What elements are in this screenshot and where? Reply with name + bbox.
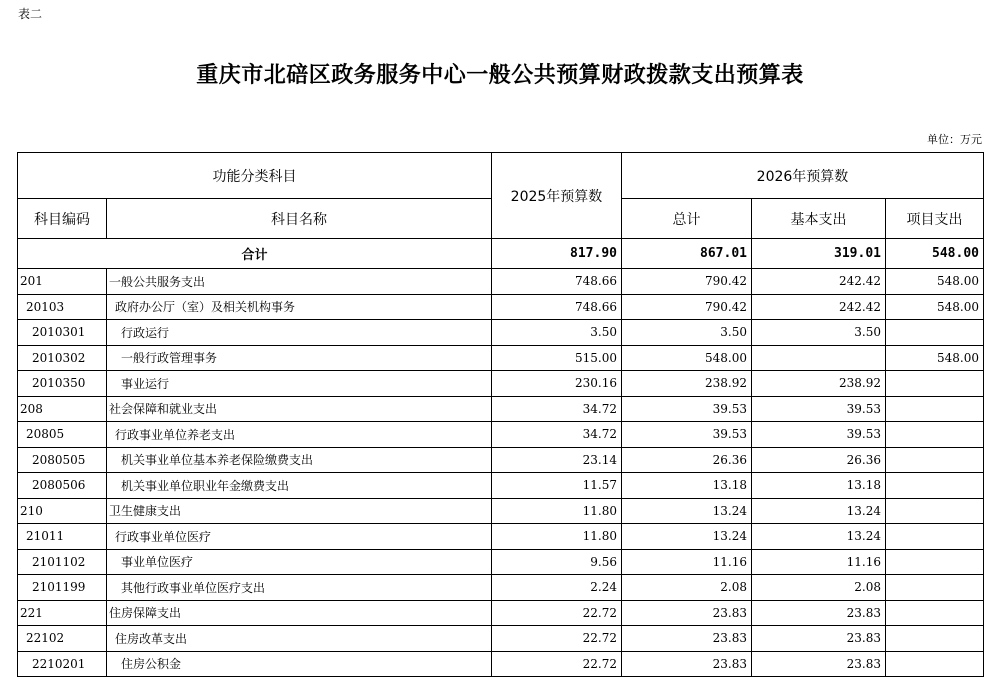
row-2026-total: 13.24 <box>622 498 752 524</box>
row-name: 行政事业单位养老支出 <box>107 422 492 448</box>
table-row <box>18 396 984 422</box>
row-2026-basic: 238.92 <box>752 371 886 397</box>
row-2026-total: 13.24 <box>622 524 752 550</box>
row-code: 20805 <box>18 422 107 448</box>
total-2026-project: 548.00 <box>886 239 984 269</box>
row-budget-2025: 2.24 <box>492 575 622 601</box>
row-2026-total: 23.83 <box>622 651 752 677</box>
header-name: 科目名称 <box>107 199 492 239</box>
row-code: 2010350 <box>18 371 107 397</box>
budget-table <box>17 152 984 677</box>
row-2026-total: 790.42 <box>622 294 752 320</box>
row-2026-project <box>886 549 984 575</box>
row-2026-basic: 23.83 <box>752 626 886 652</box>
header-row-1 <box>18 153 984 199</box>
row-2026-project <box>886 371 984 397</box>
row-name: 机关事业单位职业年金缴费支出 <box>107 473 492 499</box>
row-2026-basic <box>752 345 886 371</box>
row-2026-basic: 39.53 <box>752 396 886 422</box>
row-budget-2025: 22.72 <box>492 651 622 677</box>
row-2026-basic: 11.16 <box>752 549 886 575</box>
row-budget-2025: 3.50 <box>492 320 622 346</box>
row-2026-total: 39.53 <box>622 396 752 422</box>
row-code: 201 <box>18 269 107 295</box>
table-row <box>18 651 984 677</box>
table-row <box>18 269 984 295</box>
table-row <box>18 549 984 575</box>
row-2026-basic: 242.42 <box>752 294 886 320</box>
row-2026-total: 23.83 <box>622 626 752 652</box>
table-number: 表二 <box>18 7 43 21</box>
row-2026-basic: 39.53 <box>752 422 886 448</box>
total-2026-basic: 319.01 <box>752 239 886 269</box>
row-2026-project <box>886 524 984 550</box>
row-2026-project: 548.00 <box>886 345 984 371</box>
header-total: 总计 <box>622 199 752 239</box>
row-2026-basic: 13.24 <box>752 498 886 524</box>
row-2026-total: 11.16 <box>622 549 752 575</box>
row-2026-basic: 26.36 <box>752 447 886 473</box>
row-2026-total: 13.18 <box>622 473 752 499</box>
row-code: 2010301 <box>18 320 107 346</box>
table-row <box>18 294 984 320</box>
row-code: 2080506 <box>18 473 107 499</box>
row-2026-project <box>886 626 984 652</box>
row-2026-project <box>886 320 984 346</box>
table-row <box>18 422 984 448</box>
row-2026-total: 238.92 <box>622 371 752 397</box>
row-2026-project <box>886 575 984 601</box>
table-row <box>18 626 984 652</box>
row-name: 政府办公厅（室）及相关机构事务 <box>107 294 492 320</box>
row-budget-2025: 11.80 <box>492 498 622 524</box>
row-budget-2025: 34.72 <box>492 396 622 422</box>
row-name: 住房改革支出 <box>107 626 492 652</box>
row-code: 22102 <box>18 626 107 652</box>
row-budget-2025: 515.00 <box>492 345 622 371</box>
table-row <box>18 447 984 473</box>
row-budget-2025: 22.72 <box>492 600 622 626</box>
row-2026-project <box>886 498 984 524</box>
row-2026-basic: 3.50 <box>752 320 886 346</box>
row-2026-total: 23.83 <box>622 600 752 626</box>
row-2026-total: 790.42 <box>622 269 752 295</box>
total-budget-2025: 817.90 <box>492 239 622 269</box>
header-func-category: 功能分类科目 <box>18 153 492 199</box>
page-title: 重庆市北碚区政务服务中心一般公共预算财政拨款支出预算表 <box>196 62 804 88</box>
table-row <box>18 600 984 626</box>
header-project: 项目支出 <box>886 199 984 239</box>
row-2026-basic: 23.83 <box>752 651 886 677</box>
table-row <box>18 575 984 601</box>
unit-label: 单位：万元 <box>927 133 982 146</box>
row-code: 208 <box>18 396 107 422</box>
row-budget-2025: 748.66 <box>492 294 622 320</box>
row-2026-total: 39.53 <box>622 422 752 448</box>
table-row <box>18 524 984 550</box>
row-2026-basic: 23.83 <box>752 600 886 626</box>
row-2026-project: 548.00 <box>886 294 984 320</box>
row-2026-basic: 13.24 <box>752 524 886 550</box>
row-name: 一般行政管理事务 <box>107 345 492 371</box>
table-row <box>18 371 984 397</box>
row-name: 卫生健康支出 <box>107 498 492 524</box>
row-2026-project <box>886 396 984 422</box>
row-code: 210 <box>18 498 107 524</box>
row-code: 2010302 <box>18 345 107 371</box>
row-name: 一般公共服务支出 <box>107 269 492 295</box>
row-2026-project <box>886 473 984 499</box>
total-2026-total: 867.01 <box>622 239 752 269</box>
row-code: 2080505 <box>18 447 107 473</box>
row-2026-total: 26.36 <box>622 447 752 473</box>
row-budget-2025: 748.66 <box>492 269 622 295</box>
row-name: 住房公积金 <box>107 651 492 677</box>
row-code: 2101199 <box>18 575 107 601</box>
row-name: 住房保障支出 <box>107 600 492 626</box>
row-name: 行政运行 <box>107 320 492 346</box>
row-budget-2025: 230.16 <box>492 371 622 397</box>
header-basic: 基本支出 <box>752 199 886 239</box>
row-2026-project: 548.00 <box>886 269 984 295</box>
row-name: 社会保障和就业支出 <box>107 396 492 422</box>
row-name: 事业单位医疗 <box>107 549 492 575</box>
row-name: 行政事业单位医疗 <box>107 524 492 550</box>
table-row <box>18 320 984 346</box>
row-code: 221 <box>18 600 107 626</box>
table-row <box>18 345 984 371</box>
row-name: 机关事业单位基本养老保险缴费支出 <box>107 447 492 473</box>
row-2026-basic: 2.08 <box>752 575 886 601</box>
row-budget-2025: 23.14 <box>492 447 622 473</box>
header-budget-2026: 2026年预算数 <box>622 153 984 199</box>
row-2026-project <box>886 422 984 448</box>
row-code: 21011 <box>18 524 107 550</box>
row-code: 2101102 <box>18 549 107 575</box>
total-label: 合计 <box>18 239 492 269</box>
total-row <box>18 239 984 269</box>
row-2026-project <box>886 600 984 626</box>
header-code: 科目编码 <box>18 199 107 239</box>
header-budget-2025: 2025年预算数 <box>492 153 622 239</box>
row-budget-2025: 11.80 <box>492 524 622 550</box>
row-2026-total: 2.08 <box>622 575 752 601</box>
row-2026-basic: 13.18 <box>752 473 886 499</box>
row-2026-total: 548.00 <box>622 345 752 371</box>
row-budget-2025: 11.57 <box>492 473 622 499</box>
row-2026-project <box>886 447 984 473</box>
row-name: 其他行政事业单位医疗支出 <box>107 575 492 601</box>
table-row <box>18 498 984 524</box>
row-code: 2210201 <box>18 651 107 677</box>
row-2026-project <box>886 651 984 677</box>
row-budget-2025: 9.56 <box>492 549 622 575</box>
row-name: 事业运行 <box>107 371 492 397</box>
row-budget-2025: 34.72 <box>492 422 622 448</box>
row-2026-total: 3.50 <box>622 320 752 346</box>
row-2026-basic: 242.42 <box>752 269 886 295</box>
row-code: 20103 <box>18 294 107 320</box>
table-row <box>18 473 984 499</box>
row-budget-2025: 22.72 <box>492 626 622 652</box>
